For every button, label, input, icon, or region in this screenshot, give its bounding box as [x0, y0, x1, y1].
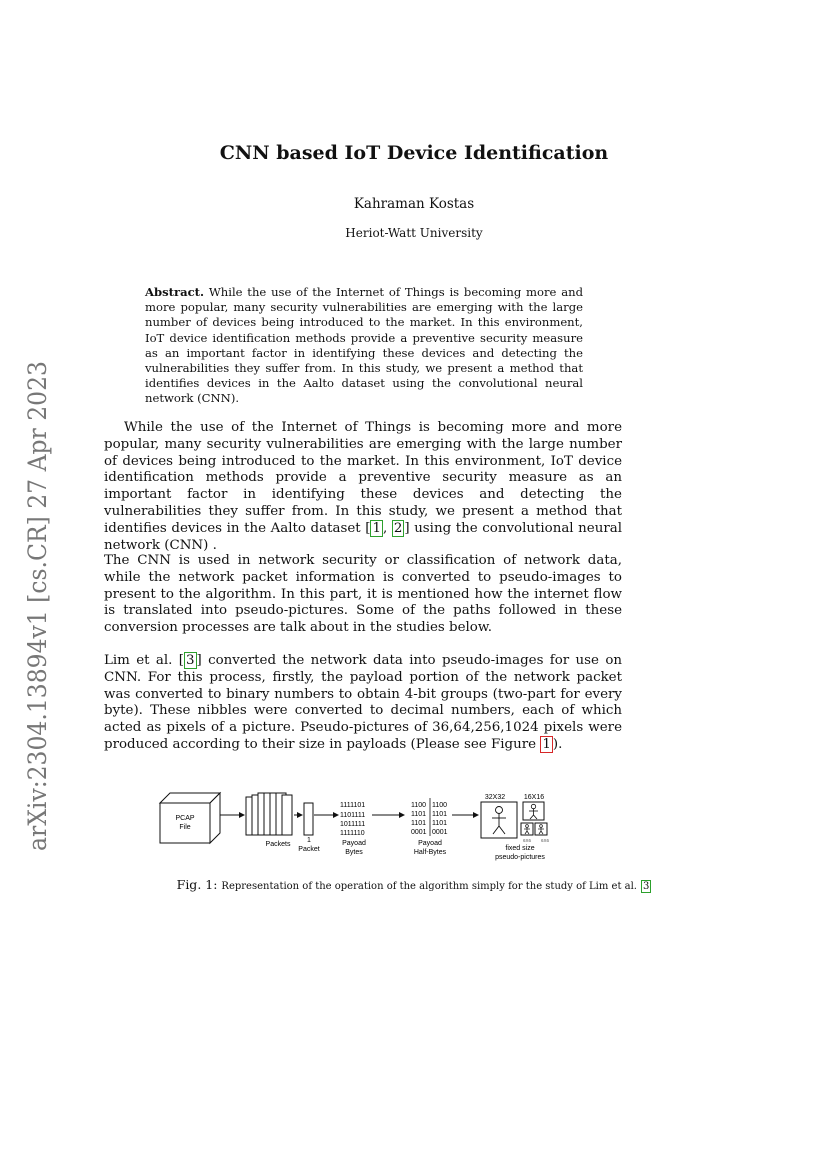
pseudo-pictures-label: pseudo-pictures: [495, 854, 545, 861]
citation-link-1[interactable]: 1: [372, 520, 381, 536]
one-label: 1: [307, 837, 311, 844]
citation-link-3[interactable]: 3: [185, 653, 195, 668]
single-packet: [298, 803, 319, 853]
p3-text: converted the network data into pseudo-images for use on CNN. For this process, firstly, the payload portion of the network packet was converted to binary numbers to obtain 4-bit groups (two-part for every byte). These nibbles were converted to decimal numbers, each of which acted as pixels of a picture. Pseudo-pictures of 36,64,256,1024 pixels were produced according to their size in payloads (Please see Figure: [104, 653, 623, 752]
paper-title: CNN based IoT Device Identification: [219, 142, 609, 164]
payload-bytes-label-1: Payoad: [342, 840, 366, 847]
nibble-r-3: 1101: [432, 820, 448, 827]
size-32-label: 32X32: [484, 794, 506, 801]
p3-start: Lim et al.: [104, 653, 173, 668]
abstract-text: While the use of the Internet of Things is becoming more and more popular, many security vulnerabilities are emerging with the large number of devices being introduced to the market. In this environment, IoT device identification methods provide a preventive security measure as an important factor in identifying these devices and detecting the vulnerabilities they suffer from. In this study, we present a method that identifies devices in the Aalto dataset using the convolutional neural network (CNN).: [145, 285, 583, 406]
byte-row-3: 1011111: [340, 821, 366, 828]
abstract-label: Abstract.: [145, 285, 205, 299]
pseudo-pictures: [481, 794, 549, 861]
figure-ref-link[interactable]: 1: [542, 736, 551, 752]
nibble-l-1: 1100: [411, 802, 427, 809]
arxiv-sidebar: [14, 355, 58, 855]
byte-row-2: 1101111: [340, 812, 366, 819]
pcap-label-1: PCAP: [175, 815, 195, 822]
fixed-size-label: fixed size: [505, 845, 535, 852]
figure-caption: [0, 877, 828, 892]
pcap-file-cube: [160, 793, 220, 843]
abstract: [145, 285, 583, 407]
nibble-r-2: 1101: [432, 811, 448, 818]
byte-row-4: 1111110: [340, 830, 365, 837]
nibble-l-2: 1101: [411, 811, 427, 818]
byte-row-1: 1111101: [340, 802, 366, 809]
body-paragraph-2: The CNN is used in network security or classification of network data, while the network packet information is converted to pseudo-images to present to the algorithm. In this part, it is mentioned how the internet flow is translated into pseudo-pictures. Some of the paths followed in these conversion processes are talk about in the studies below.: [104, 553, 622, 636]
p1-end: using the convolutional neural network (CNN) .: [104, 520, 623, 553]
body-paragraph-3: Lim et al. [ 3 ] converted the network data into pseudo-images for use on CNN. For this process, firstly, the payload portion of the network packet was converted to binary numbers to obtain 4-bit groups (two-part for every byte). These nibbles were converted to decimal numbers, each of which acted as pixels of a picture. Pseudo-pictures of 36,64,256,1024 pixels were produced according to their size in payloads (Please see Figure 1 ).: [104, 653, 623, 752]
size-16-label: 16X16: [523, 794, 545, 801]
half-bytes-label-2: Half-Bytes: [413, 849, 447, 856]
caption-label: Fig. 1:: [176, 877, 218, 892]
p1-text: While the use of the Internet of Things is becoming more and more popular, many security vulnerabilities are emerging with the large number of devices being introduced to the market. In this environment, IoT device identification methods provide a preventive security measure as an important factor in identifying these devices and detecting the vulnerabilities they suffer from. In this study, we present a method that identifies devices in the Aalto dataset: [104, 420, 622, 536]
size-6a-label: 6X6: [522, 838, 532, 843]
half-bytes-label-1: Payoad: [418, 840, 442, 847]
citation-link-2[interactable]: 2: [393, 520, 403, 536]
payload-half-bytes: [411, 798, 448, 856]
payload-bytes: [340, 802, 366, 856]
caption-text: Representation of the operation of the algorithm simply for the study of Lim et al.: [221, 881, 637, 892]
payload-bytes-label-2: Bytes: [345, 849, 363, 856]
size-6b-label: 6X6: [540, 838, 550, 843]
nibble-l-4: 0001: [411, 829, 427, 836]
paper-author: Kahraman Kostas: [353, 196, 475, 212]
pcap-label-2: File: [179, 824, 191, 831]
body-paragraph-1: While the use of the Internet of Things is becoming more and more popular, many security vulnerabilities are emerging with the large number of devices being introduced to the market. In this environment, IoT device identification methods provide a preventive security measure as an important factor in identifying these devices and detecting the vulnerabilities they suffer from. In this study, we present a method that identifies devices in the Aalto dataset [ 1 , 2 ] using the convolutional neural network (CNN) .: [104, 420, 623, 553]
packets-label: Packets: [265, 841, 291, 848]
nibble-r-1: 1100: [432, 802, 448, 809]
arxiv-identifier: arXiv:2304.13894v1 [cs.CR] 27 Apr 2023: [23, 355, 53, 851]
paper-affiliation: Heriot-Watt University: [345, 226, 483, 240]
nibble-r-4: 0001: [432, 829, 448, 836]
packets-stack: [246, 793, 292, 848]
packet-label: Packet: [298, 846, 320, 853]
nibble-l-3: 1101: [411, 820, 427, 827]
figure-1: [150, 788, 570, 868]
p3-end: ).: [552, 736, 563, 752]
caption-citation-link[interactable]: 3: [642, 881, 650, 892]
